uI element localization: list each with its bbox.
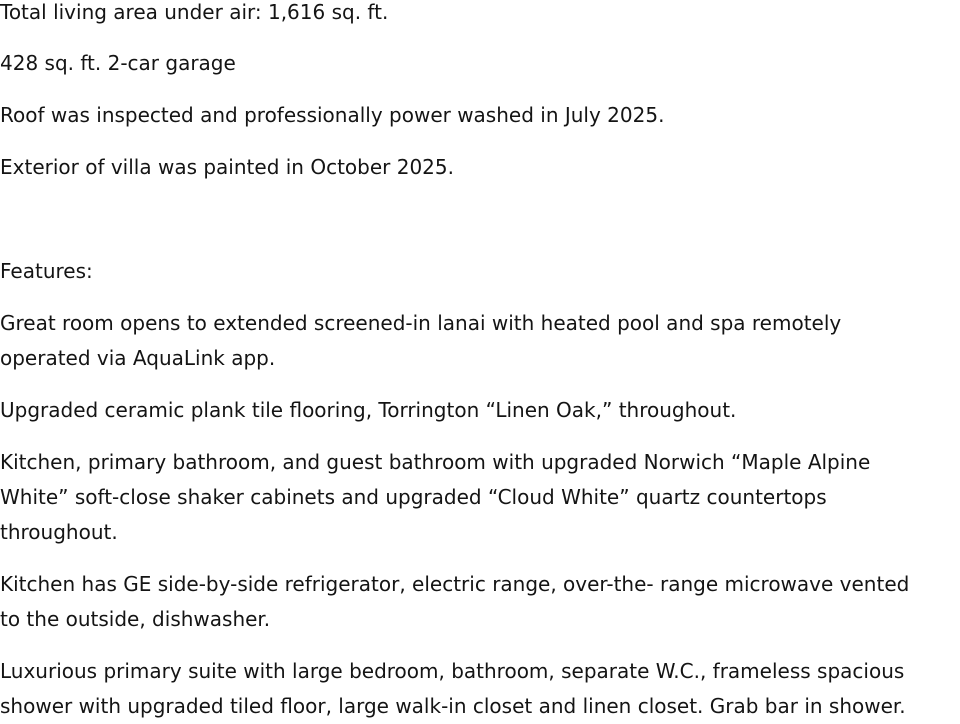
exterior-paint-text: Exterior of villa was painted in October 2025. [0,155,454,179]
great-room-line-2: operated via AquaLink app. [0,346,276,370]
cabinets-line-1: Kitchen, primary bathroom, and guest bathroom with upgraded Norwich “Maple Alpine [0,450,871,474]
features-heading: Features: [0,259,93,283]
flooring-text: Upgraded ceramic plank tile flooring, Torrington “Linen Oak,” throughout. [0,398,737,422]
cabinets-line-2: White” soft-close shaker cabinets and upgraded “Cloud White” quartz countertops [0,485,827,509]
appliances-line-1: Kitchen has GE side-by-side refrigerator, electric range, over-the- range microwave vented [0,572,910,596]
cabinets-line-3: throughout. [0,520,118,544]
roof-text: Roof was inspected and professionally power washed in July 2025. [0,103,665,127]
primary-suite-line-1: Luxurious primary suite with large bedroom, bathroom, separate W.C., frameless spacious [0,659,905,683]
great-room-line-1: Great room opens to extended screened-in lanai with heated pool and spa remotely [0,311,842,335]
garage-text: 428 sq. ft. 2-car garage [0,51,236,75]
appliances-line-2: to the outside, dishwasher. [0,607,271,631]
living-area-text: Total living area under air: 1,616 sq. ft. [0,0,389,24]
primary-suite-line-2: shower with upgraded tiled floor, large walk-in closet and linen closet. Grab bar in shower. [0,694,906,718]
